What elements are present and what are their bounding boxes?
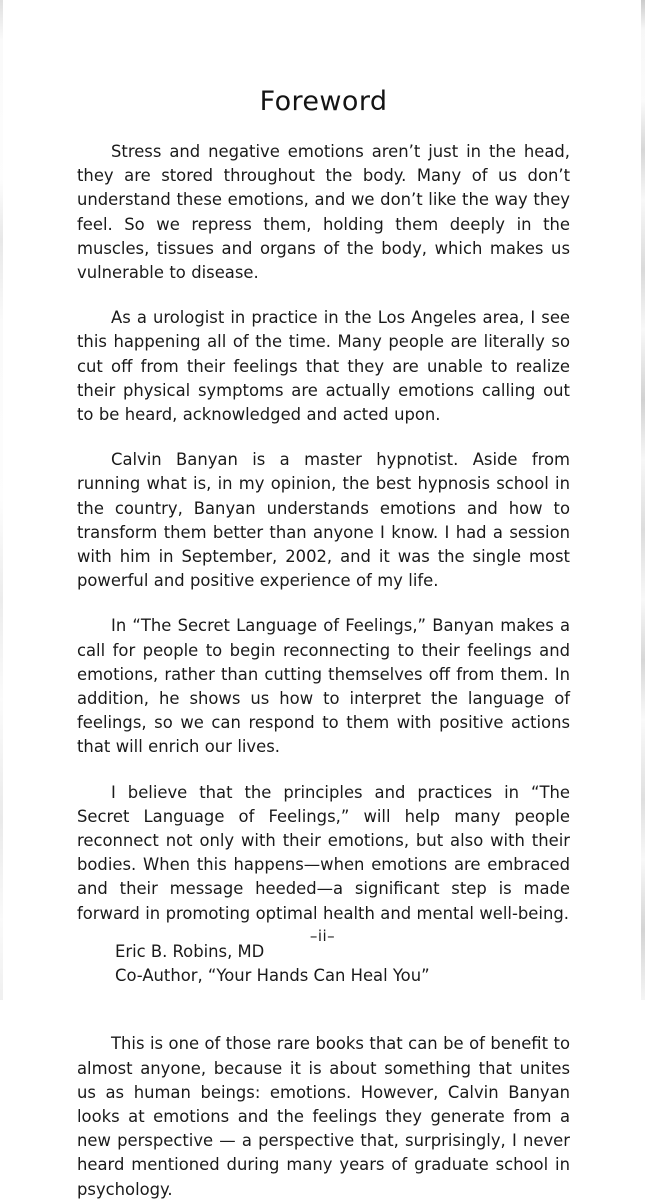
signature-name: Eric B. Robins, MD <box>115 941 265 961</box>
page-title: Foreword <box>259 86 388 117</box>
paragraph: I believe that the principles and practices in “The Secret Language of Feelings,” will help many people reconnect not only with their emotions, but also with their bodies. When this happens—when emotions are embraced and their message heeded—a significant step is made forward in promoting optimal health and mental well-being. <box>77 782 570 923</box>
paragraph: This is one of those rare books that can be of benefit to almost anyone, because it is about something that unites us as human beings: emotions. However, Calvin Banyan looks at emotions and the feelings they generate from a new perspective — a perspective that, surprisingly, I never heard mentioned during many years of graduate school in psychology. <box>77 1034 570 1199</box>
paragraph: As a urologist in practice in the Los Angeles area, I see this happening all of the time. Many people are literally so cut off from their feelings that they are unable to realize their physical symptoms are actually emotions calling out to be heard, acknowledged and acted upon. <box>77 308 570 425</box>
signature-block <box>115 940 570 988</box>
foreword-body <box>77 140 570 926</box>
page-number: –ii– <box>309 927 336 945</box>
paragraph: Stress and negative emotions aren’t just in the head, they are stored throughout the body. Many of us don’t understand these emotions, and we don’t like the way they feel. So we repress them, holding them deeply in the muscles, tissues and organs of the body, which makes us vulnerable to disease. <box>77 142 570 283</box>
page-content <box>77 0 570 1202</box>
second-foreword-body <box>77 1032 570 1201</box>
paragraph: In “The Secret Language of Feelings,” Banyan makes a call for people to begin reconnecting to their feelings and emotions, rather than cutting themselves off from them. In addition, he shows us how to interpret the language of feelings, so we can respond to them with positive actions that will enrich our lives. <box>77 616 570 757</box>
scan-edge-left-artifact <box>0 0 3 1000</box>
scan-edge-right-artifact <box>641 0 645 1000</box>
paragraph: Calvin Banyan is a master hypnotist. Aside from running what is, in my opinion, the best hypnosis school in the country, Banyan understands emotions and how to transform them better than anyone I know. I had a session with him in September, 2002, and it was the single most powerful and positive experience of my life. <box>77 450 570 591</box>
signature-credit: Co-Author, “Your Hands Can Heal You” <box>115 966 430 986</box>
